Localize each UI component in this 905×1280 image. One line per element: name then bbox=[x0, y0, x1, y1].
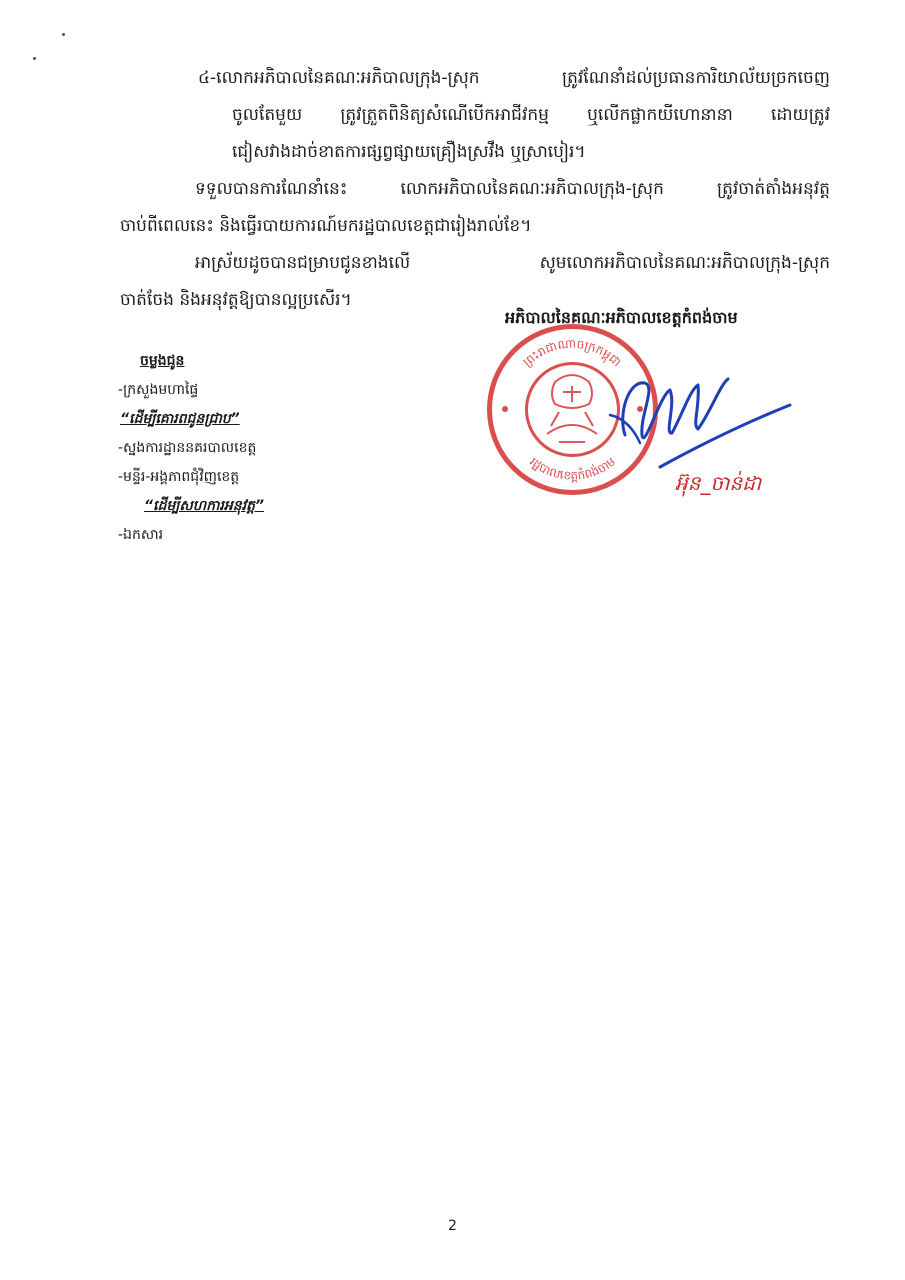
para4-line-3: ជៀសវាងដាច់ខាតការផ្សព្វផ្សាយគ្រឿងស្រវឹង ឬស្រាបៀរ។ bbox=[232, 142, 586, 162]
para4-line-2: ចូលតែមួយ ត្រូវត្រួតពិនិត្យសំណើបើកអាជីវកម្ម ឬលើកផ្លាកយីហោនានា ដោយត្រូវ bbox=[232, 105, 830, 125]
page-number: 2 bbox=[448, 1218, 457, 1234]
cc-item: -មន្ទីរ-អង្គភាពជុំវិញខេត្ត bbox=[118, 469, 240, 485]
seal-text-bottom: រដ្ឋបាលខេត្តកំពង់ចាម bbox=[526, 454, 619, 483]
signer-name: អ៊ុន_ចាន់ដា bbox=[675, 471, 762, 495]
cc-item: -ក្រសួងមហាផ្ទៃ bbox=[118, 382, 199, 398]
cc-header: ចម្លងជូន bbox=[140, 353, 185, 369]
scan-speck bbox=[62, 33, 65, 36]
signature-icon bbox=[600, 355, 800, 480]
scan-speck bbox=[33, 57, 36, 60]
para4-line-1: ៤-លោកអភិបាលនៃគណៈអភិបាលក្រុង-ស្រុក ត្រូវណែនាំដល់ប្រធានការិយាល័យច្រកចេញ bbox=[198, 68, 830, 88]
cc-item: -ឯកសារ bbox=[118, 527, 164, 543]
cc-list bbox=[118, 347, 264, 550]
cc-note: “ដើម្បីគោរពជូនជ្រាប” bbox=[120, 411, 240, 427]
cc-item: -ស្នងការដ្ឋាននគរបាលខេត្ត bbox=[118, 440, 257, 456]
body-text bbox=[120, 60, 830, 319]
receipt-line-2: ចាប់ពីពេលនេះ និងធ្វើរបាយការណ៍មករដ្ឋបាលខេត្តជារៀងរាល់ខែ។ bbox=[120, 216, 532, 236]
cc-note: “ដើម្បីសហការអនុវត្ត” bbox=[144, 498, 264, 514]
seal-text-top: ព្រះរាជាណាចក្រកម្ពុជា bbox=[520, 336, 624, 370]
closing-line-1: អាស្រ័យដូចបានជម្រាបជូនខាងលើ សូមលោកអភិបាលនៃគណៈអភិបាលក្រុង-ស្រុក bbox=[195, 253, 830, 273]
receipt-line-1: ទទួលបានការណែនាំនេះ លោកអភិបាលនៃគណៈអភិបាលក្រុង-ស្រុក ត្រូវចាត់តាំងអនុវត្ត bbox=[195, 179, 830, 199]
signer-title: អភិបាលនៃគណៈអភិបាលខេត្តកំពង់ចាម bbox=[505, 308, 738, 327]
closing-line-2: ចាត់ចែង និងអនុវត្តឱ្យបានល្អប្រសើរ។ bbox=[120, 290, 352, 310]
